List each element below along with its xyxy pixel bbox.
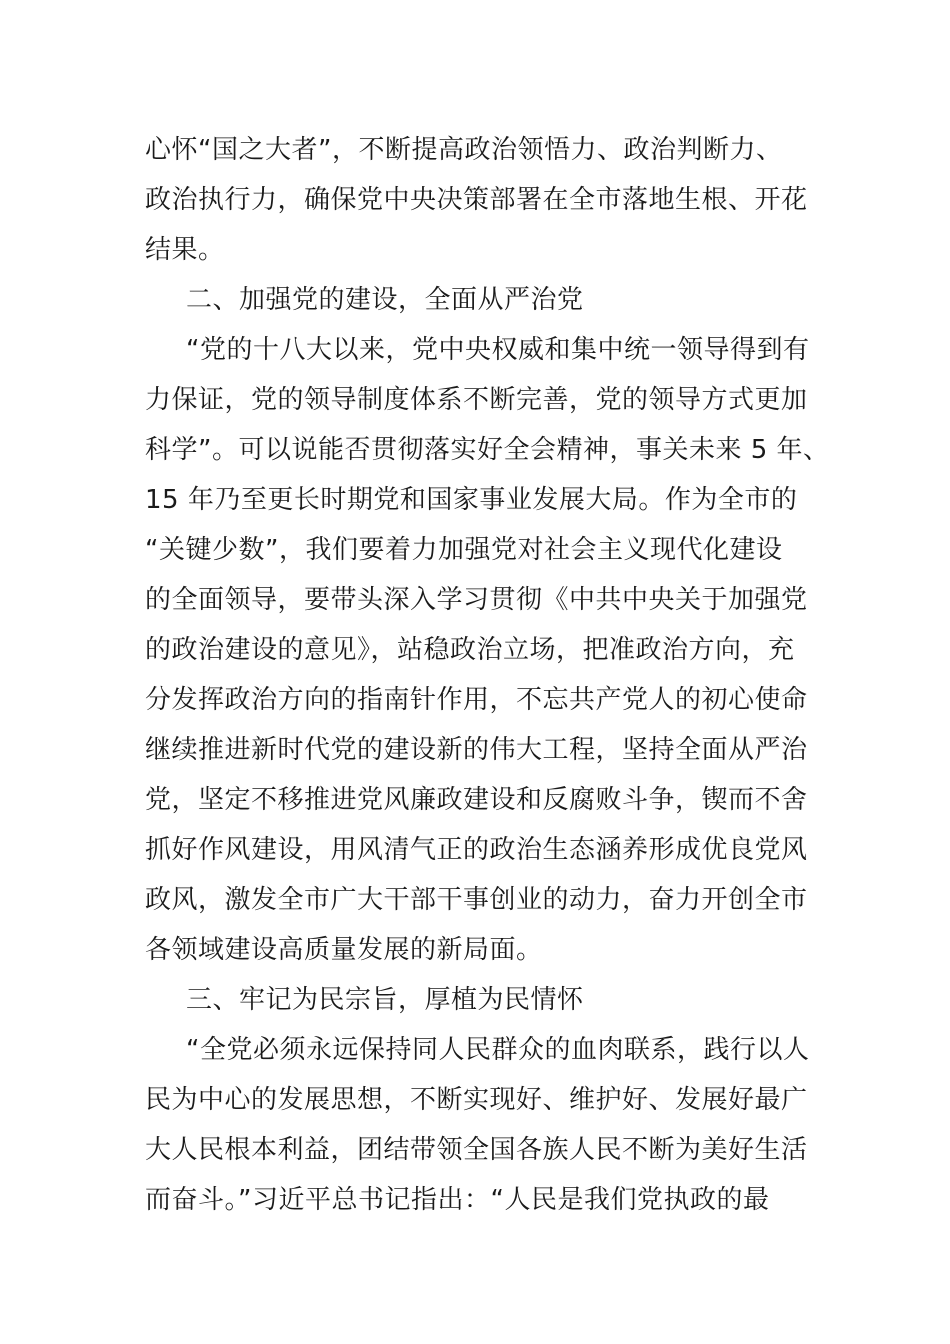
text-line: 各领域建设高质量发展的新局面。 [145,935,543,965]
text-line: 的政治建设的意见》，站稳政治立场，把准政治方向，充 [145,635,795,665]
text-line: “党的十八大以来，党中央权威和集中统一领导得到有 [186,335,810,365]
text-line: 的全面领导，要带头深入学习贯彻《中共中央关于加强党 [145,585,808,615]
text-line: 继续推进新时代党的建设新的伟大工程，坚持全面从严治 [145,735,808,765]
section-heading: 三、牢记为民宗旨，厚植为民情怀 [186,985,584,1015]
text-line: 科学”。可以说能否贯彻落实好全会精神，事关未来 5 年、 [145,435,830,465]
text-line: 党，坚定不移推进党风廉政建设和反腐败斗争，锲而不舍 [145,785,808,815]
text-line: 心怀“国之大者”，不断提高政治领悟力、政治判断力、 [145,135,783,165]
text-line: “关键少数”，我们要着力加强党对社会主义现代化建设 [145,535,783,565]
section-heading: 二、加强党的建设，全面从严治党 [186,285,584,315]
text-line: “全党必须永远保持同人民群众的血肉联系，践行以人 [186,1035,810,1065]
text-line: 大人民根本利益，团结带领全国各族人民不断为美好生活 [145,1135,808,1165]
text-line: 民为中心的发展思想，不断实现好、维护好、发展好最广 [145,1085,808,1115]
text-line: 政治执行力，确保党中央决策部署在全市落地生根、开花 [145,185,808,215]
text-line: 政风，激发全市广大干部干事创业的动力，奋力开创全市 [145,885,808,915]
text-line: 抓好作风建设，用风清气正的政治生态涵养形成优良党风 [145,835,808,865]
text-line: 而奋斗。”习近平总书记指出：“人民是我们党执政的最 [145,1185,770,1215]
text-line: 结果。 [145,235,225,265]
text-line: 力保证，党的领导制度体系不断完善，党的领导方式更加 [145,385,808,415]
text-line: 分发挥政治方向的指南针作用，不忘共产党人的初心使命 [145,685,808,715]
text-line: 15 年乃至更长时期党和国家事业发展大局。作为全市的 [145,485,798,515]
